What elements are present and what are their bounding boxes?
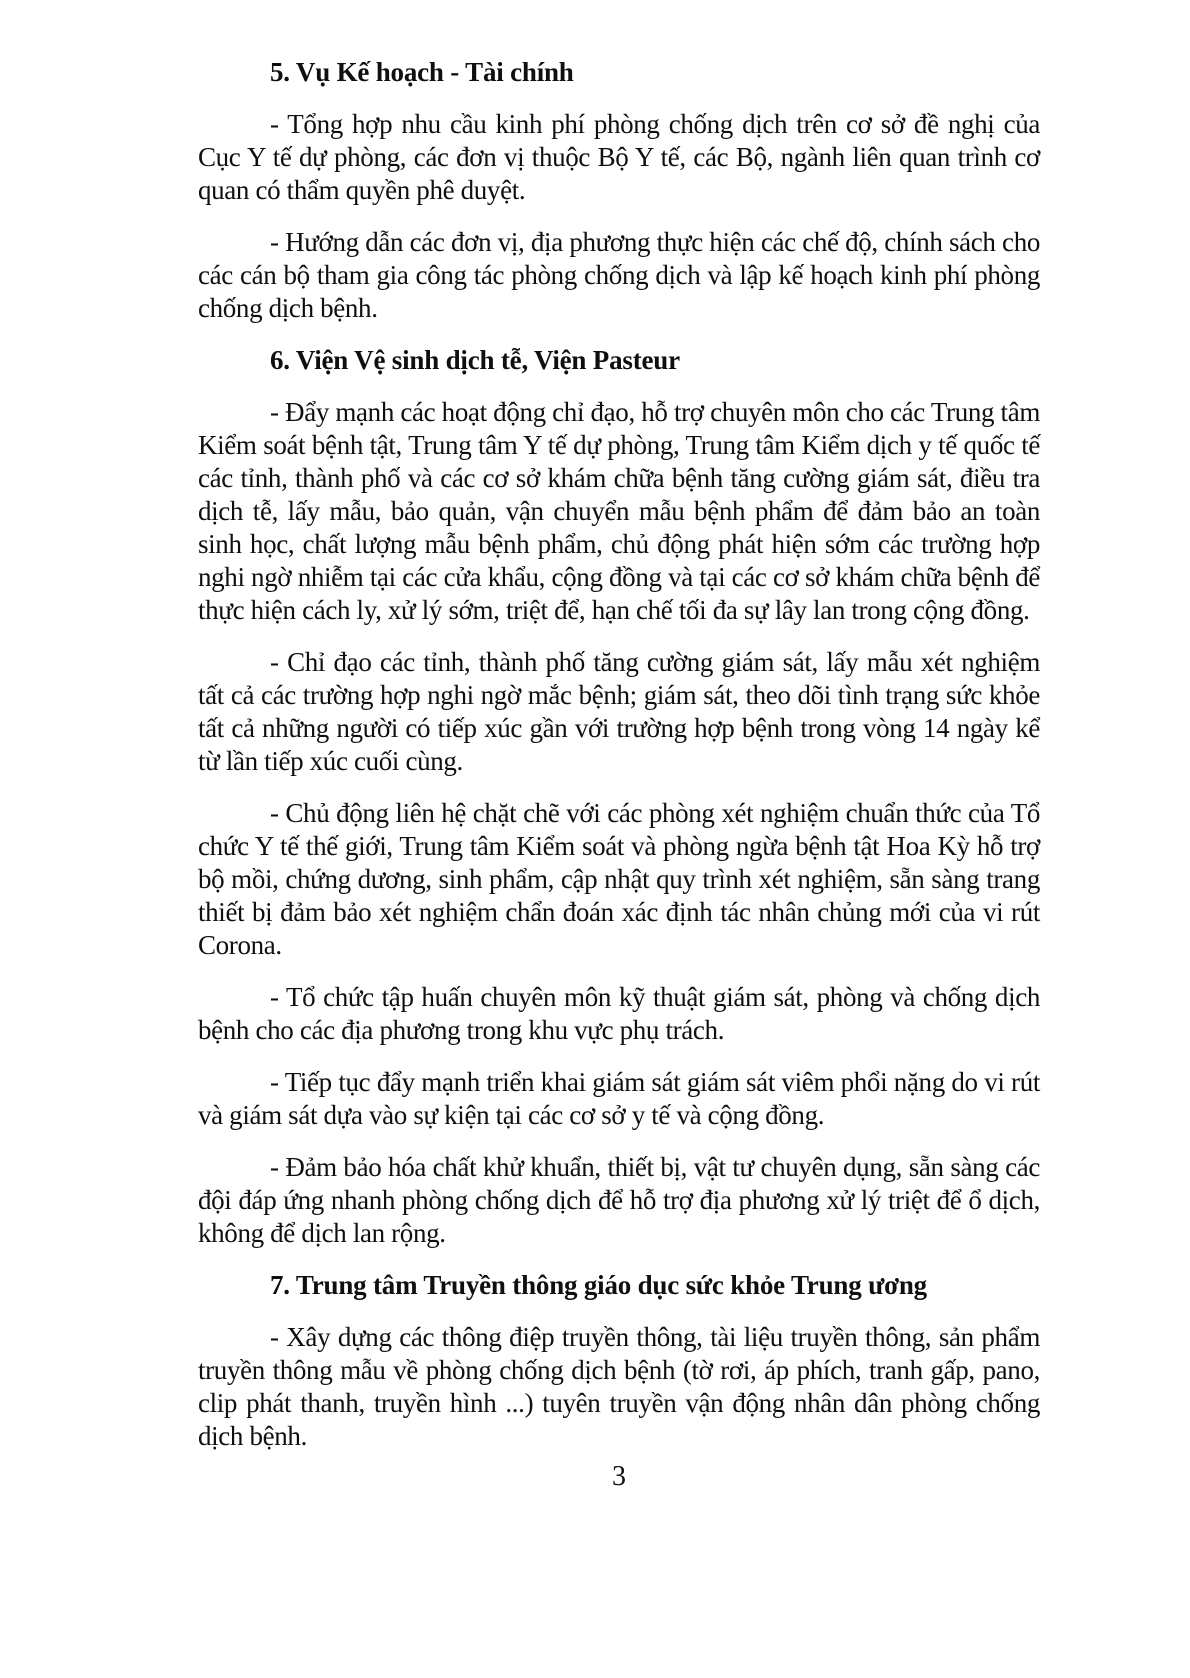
section-hygiene-epidemiology-pasteur: [198, 344, 1040, 1250]
paragraph: - Đảm bảo hóa chất khử khuẩn, thiết bị, vật tư chuyên dụng, sẵn sàng các đội đáp ứng nhanh phòng chống dịch để hỗ trợ địa phương xử lý triệt để ổ dịch, không để dịch lan rộng.: [198, 1152, 1040, 1248]
section-heading: 7. Trung tâm Truyền thông giáo dục sức khỏe Trung ương: [270, 1270, 927, 1300]
paragraph: - Xây dựng các thông điệp truyền thông, tài liệu truyền thông, sản phẩm truyền thông mẫu về phòng chống dịch bệnh (tờ rơi, áp phích, tranh gấp, pano, clip phát thanh, truyền hình ...) tuyên truyền vận động nhân dân phòng chống dịch bệnh.: [198, 1322, 1040, 1451]
section-heading: 5. Vụ Kế hoạch - Tài chính: [270, 57, 574, 87]
section-planning-finance: [198, 56, 1040, 325]
paragraph: - Chủ động liên hệ chặt chẽ với các phòng xét nghiệm chuẩn thức của Tổ chức Y tế thế giới, Trung tâm Kiểm soát và phòng ngừa bệnh tật Hoa Kỳ hỗ trợ bộ mồi, chứng dương, sinh phẩm, cập nhật quy trình xét nghiệm, sẵn sàng trang thiết bị đảm bảo xét nghiệm chẩn đoán xác định tác nhân chủng mới của vi rút Corona.: [198, 798, 1040, 960]
paragraph: - Hướng dẫn các đơn vị, địa phương thực hiện các chế độ, chính sách cho các cán bộ tham gia công tác phòng chống dịch và lập kế hoạch kinh phí phòng chống dịch bệnh.: [198, 227, 1040, 323]
paragraph: - Đẩy mạnh các hoạt động chỉ đạo, hỗ trợ chuyên môn cho các Trung tâm Kiểm soát bệnh tật, Trung tâm Y tế dự phòng, Trung tâm Kiểm dịch y tế quốc tế các tỉnh, thành phố và các cơ sở khám chữa bệnh tăng cường giám sát, điều tra dịch tễ, lấy mẫu, bảo quản, vận chuyển mẫu bệnh phẩm để đảm bảo an toàn sinh học, chất lượng mẫu bệnh phẩm, chủ động phát hiện sớm các trường hợp nghi ngờ nhiễm tại các cửa khẩu, cộng đồng và tại các cơ sở khám chữa bệnh để thực hiện cách ly, xử lý sớm, triệt để, hạn chế tối đa sự lây lan trong cộng đồng.: [198, 397, 1040, 625]
paragraph: - Tổ chức tập huấn chuyên môn kỹ thuật giám sát, phòng và chống dịch bệnh cho các địa phương trong khu vực phụ trách.: [198, 982, 1040, 1045]
section-heading: 6. Viện Vệ sinh dịch tễ, Viện Pasteur: [270, 345, 680, 375]
paragraph: - Tổng hợp nhu cầu kinh phí phòng chống dịch trên cơ sở đề nghị của Cục Y tế dự phòng, các đơn vị thuộc Bộ Y tế, các Bộ, ngành liên quan trình cơ quan có thẩm quyền phê duyệt.: [198, 109, 1040, 205]
section-health-education-communication: [198, 1269, 1040, 1453]
paragraph: - Tiếp tục đẩy mạnh triển khai giám sát giám sát viêm phổi nặng do vi rút và giám sát dựa vào sự kiện tại các cơ sở y tế và cộng đồng.: [198, 1067, 1040, 1130]
paragraph: - Chỉ đạo các tỉnh, thành phố tăng cường giám sát, lấy mẫu xét nghiệm tất cả các trường hợp nghi ngờ mắc bệnh; giám sát, theo dõi tình trạng sức khỏe tất cả những người có tiếp xúc gần với trường hợp bệnh trong vòng 14 ngày kể từ lần tiếp xúc cuối cùng.: [198, 647, 1040, 776]
page-number: 3: [612, 1461, 626, 1492]
